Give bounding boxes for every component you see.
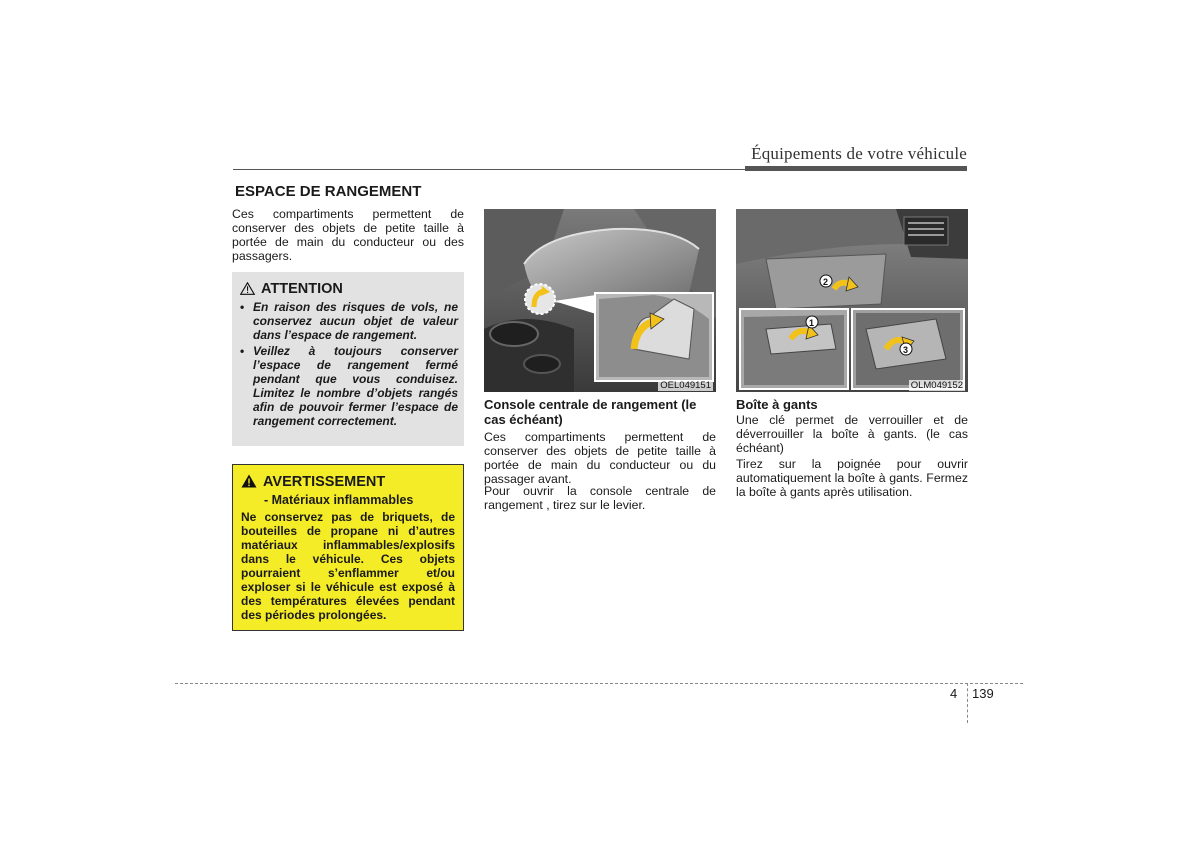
footer-rule [175,683,1023,684]
attention-item: • En raison des risques de vols, ne conservez aucun objet de valeur dans l’espace de rangement. [240,300,458,342]
attention-list [240,300,458,430]
footer-divider [967,683,968,723]
attention-item: • Veillez à toujours conserver l’espace de rangement fermé pendant que vous conduisez. Limitez le nombre d’objets rangés afin de pouvoir fermer l’espace de rangement correctement. [240,344,458,428]
warning-triangle-icon [241,474,257,488]
console-paragraph: Pour ouvrir la console centrale de rangement , tirez sur le levier. [484,484,716,512]
console-title: Console centrale de rangement (le cas échéant) [484,397,697,427]
warning-box [232,464,464,631]
chapter-header-title: Équipements de votre véhicule [751,144,967,163]
page-number: 139 [972,686,994,701]
svg-text:3: 3 [903,345,909,355]
attention-title: ATTENTION [261,281,343,297]
glovebox-paragraph: Une clé permet de verrouiller et de déverrouiller la boîte à gants. (le cas échéant) [736,413,968,455]
warning-title: AVERTISSEMENT [263,474,386,490]
console-photo [484,209,716,392]
console-photo-code: OEL049151 [660,380,711,391]
section-title: ESPACE DE RANGEMENT [235,183,422,200]
warning-text: Ne conservez pas de briquets, de bouteilles de propane ni d’autres matériaux inflammables/explosifs dans le véhicule. Ces objets pourraient s’enflammer et/ou exploser si le véhicule est exposé à des températures élevées pendant des périodes prolongées. [241,510,455,622]
section-intro: Ces compartiments permettent de conserver des objets de petite taille à portée de main du conducteur ou des passagers. [232,207,464,263]
warning-subtitle: - Matériaux inflammables [264,493,414,507]
svg-text:2: 2 [823,277,829,287]
chapter-number: 4 [950,686,958,701]
svg-text:1: 1 [809,318,815,328]
attention-heading [240,281,343,297]
caution-triangle-icon [240,282,255,295]
header-rule [233,169,745,170]
glovebox-photo [736,209,968,392]
attention-box [232,272,464,446]
glovebox-photo-code: OLM049152 [910,380,963,391]
glovebox-title: Boîte à gants [736,397,818,412]
glovebox-paragraph: Tirez sur la poignée pour ouvrir automatiquement la boîte à gants. Fermez la boîte à gants après utilisation. [736,457,968,499]
header-rule-thick [745,166,967,171]
warning-heading [241,474,385,490]
console-paragraph: Ces compartiments permettent de conserver des objets de petite taille à portée de main du conducteur ou du passager avant. [484,430,716,486]
